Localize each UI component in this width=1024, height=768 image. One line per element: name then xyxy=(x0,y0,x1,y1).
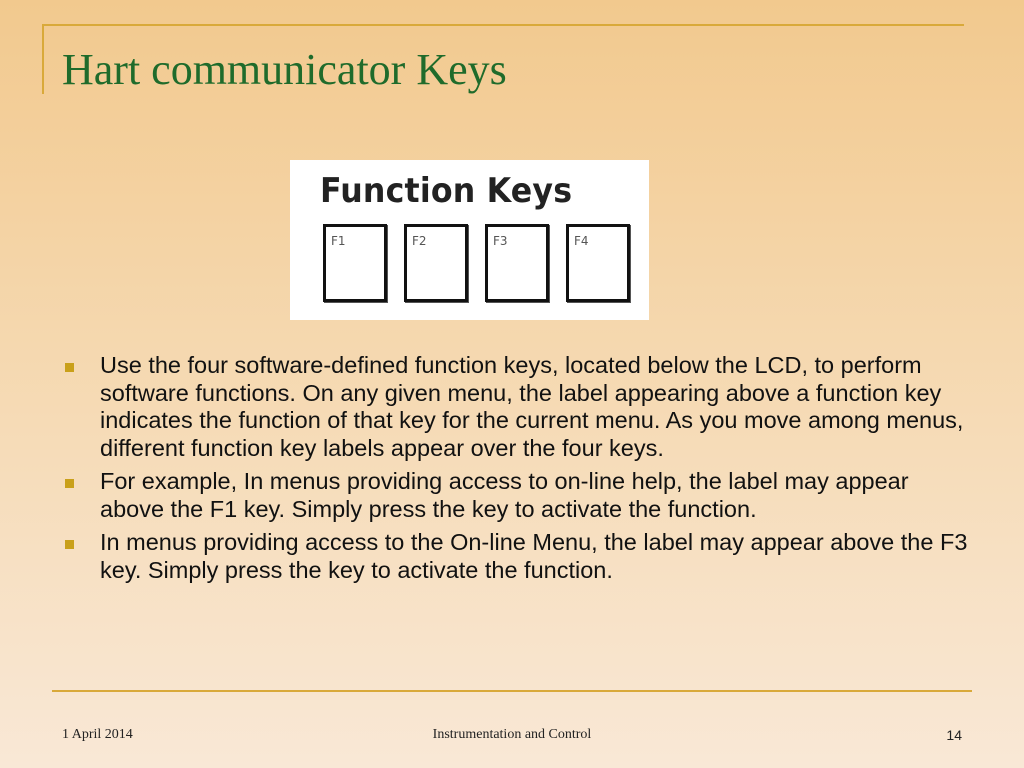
bullet-text: For example, In menus providing access to on-line help, the label may appear above the F1 key. Simply press the key to activate the function. xyxy=(100,468,909,522)
key-label-f3: F3 xyxy=(493,234,508,248)
key-label-f2: F2 xyxy=(412,234,427,248)
function-key-f2 xyxy=(404,224,468,302)
function-key-f1 xyxy=(323,224,387,302)
top-divider xyxy=(42,24,964,26)
bullet-text: Use the four software-defined function keys, located below the LCD, to perform software functions. On any given menu, the label appearing above a function key indicates the function of that key for the current menu. As you move among menus, different function key labels appear over the four keys. xyxy=(100,352,964,461)
bullet-item xyxy=(60,468,970,523)
square-bullet-icon xyxy=(65,479,74,488)
bullet-text: In menus providing access to the On-line Menu, the label may appear above the F3 key. Simply press the key to activate the function. xyxy=(100,529,968,583)
square-bullet-icon xyxy=(65,363,74,372)
square-bullet-icon xyxy=(65,540,74,549)
bullet-item xyxy=(60,352,970,462)
left-accent-bar xyxy=(42,24,44,94)
function-key-f4 xyxy=(566,224,630,302)
function-keys-figure xyxy=(290,160,649,320)
footer-date: 1 April 2014 xyxy=(62,727,133,742)
key-label-f1: F1 xyxy=(331,234,346,248)
function-key-f3 xyxy=(485,224,549,302)
footer-title: Instrumentation and Control xyxy=(432,727,592,742)
figure-heading: Function Keys xyxy=(320,171,573,211)
page-number: 14 xyxy=(946,727,962,743)
bullet-item xyxy=(60,529,970,584)
slide-title: Hart communicator Keys xyxy=(62,45,507,94)
bullet-list xyxy=(60,352,970,590)
key-label-f4: F4 xyxy=(574,234,589,248)
footer-divider xyxy=(52,690,972,692)
